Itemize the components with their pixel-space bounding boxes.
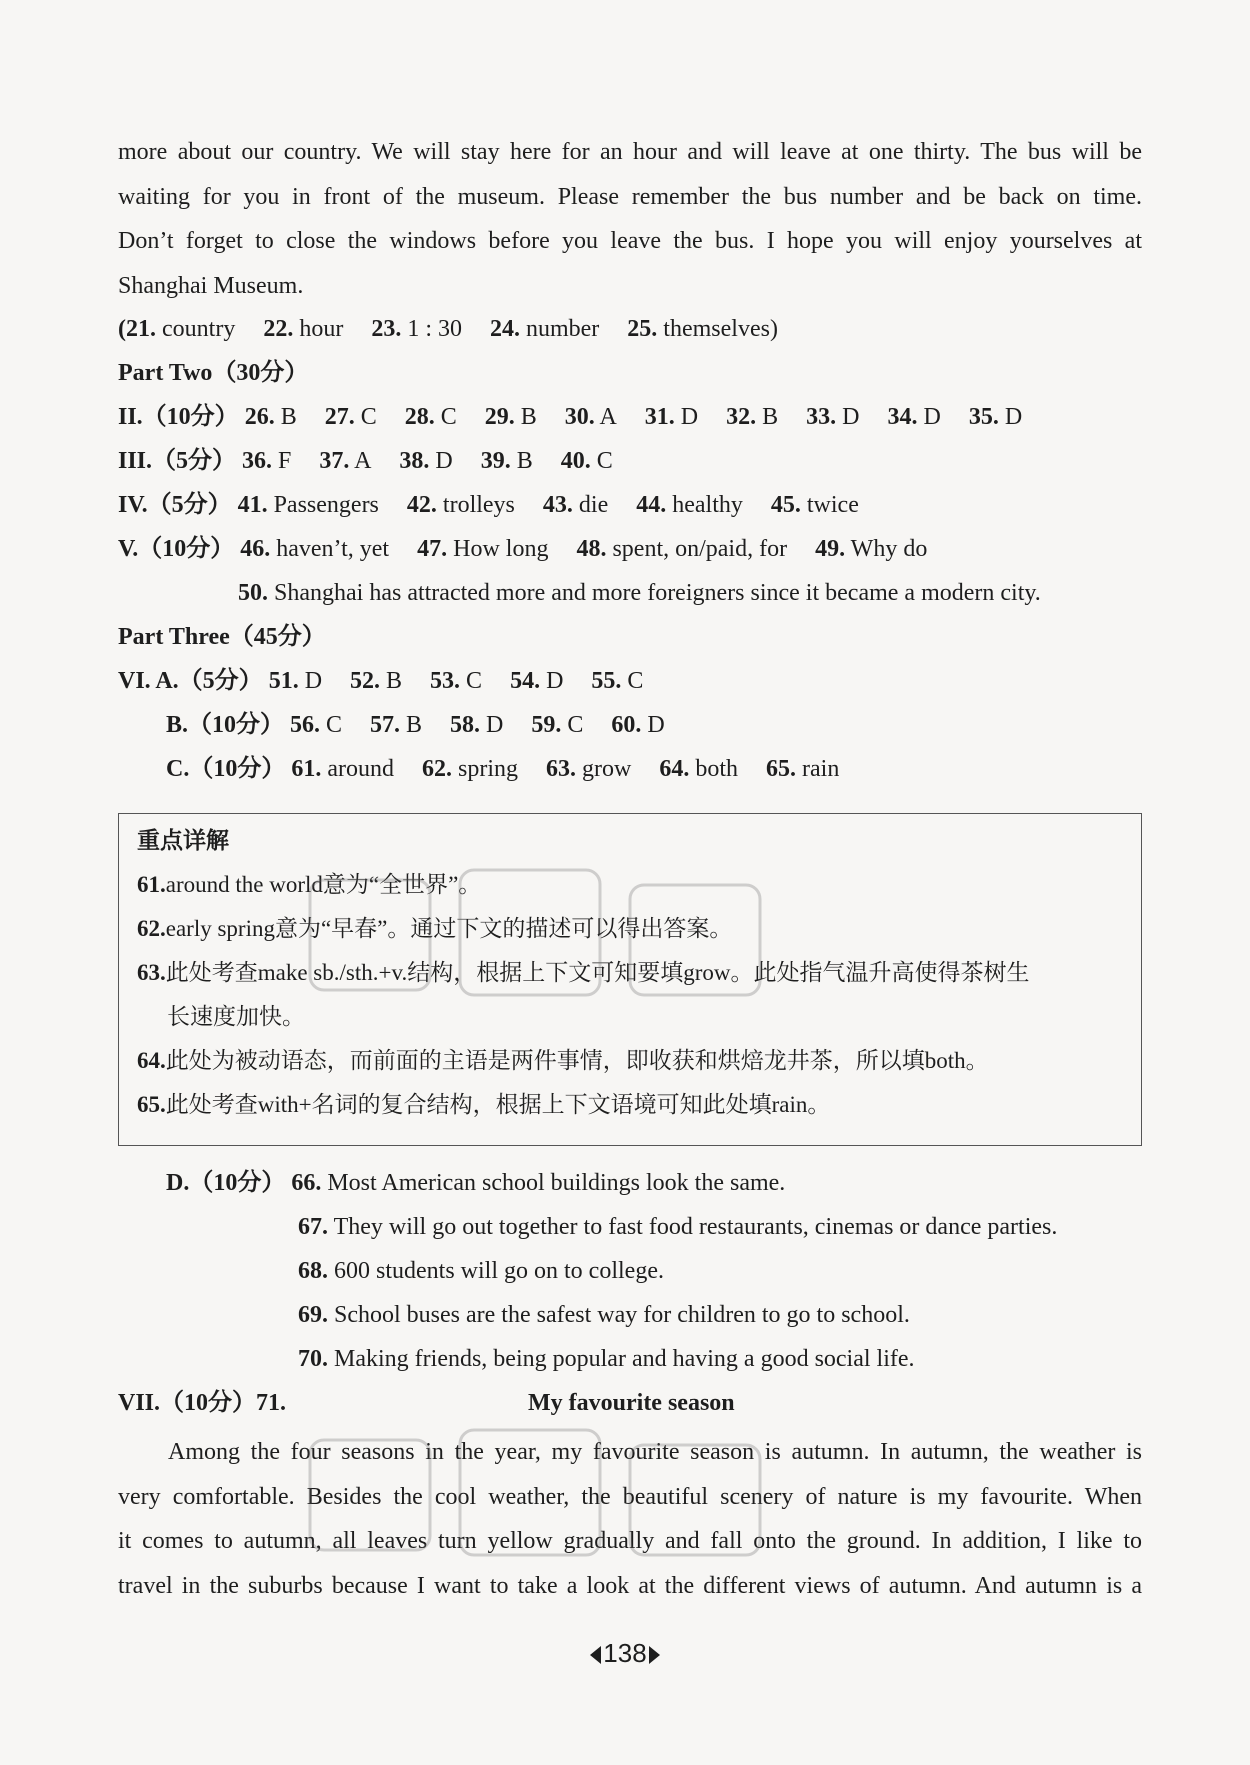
listening-script-paragraph	[118, 130, 1142, 308]
left-arrow-icon	[590, 1646, 601, 1664]
answer-67: 67. They will go out together to fast food restaurants, cinemas or dance parties.	[298, 1214, 1058, 1240]
explanation-64: 64.此处为被动语态，而前面的主语是两件事情，即收获和烘焙龙井茶，所以填both。	[137, 1048, 989, 1073]
answers-section-ii: II.（10分） 26. B 27. C 28. C 29. B 30. A 31. D 32. B 33. D 34. D 35. D	[118, 404, 1023, 430]
script-line: waiting for you in front of the museum. Please remember the bus number and be back on time.	[118, 183, 1142, 210]
answers-section-vii: VII.（10分）71.	[118, 1390, 287, 1416]
answers-section-vi-c: C.（10分） 61. around 62. spring 63. grow 64. both 65. rain	[166, 756, 840, 782]
explanation-title: 重点详解	[137, 828, 229, 853]
part-three-heading: Part Three（45分）	[118, 624, 326, 650]
script-line: more about our country. We will stay here for an hour and will leave at one thirty. The bus will be	[118, 139, 1142, 165]
explanation-62: 62.early spring意为“早春”。通过下文的描述可以得出答案。	[137, 916, 733, 941]
answers-section-iii: III.（5分） 36. F 37. A 38. D 39. B 40. C	[118, 448, 613, 474]
right-arrow-icon	[649, 1646, 660, 1664]
watermark-graphic	[300, 1425, 780, 1565]
answers-section-vi-d: D.（10分） 66. Most American school buildings look the same.	[166, 1170, 786, 1196]
answers-section-iv: IV.（5分） 41. Passengers 42. trolleys 43. die 44. healthy 45. twice	[118, 492, 859, 518]
answers-section-vi-b: B.（10分） 56. C 57. B 58. D 59. C 60. D	[166, 712, 665, 738]
part-two-heading: Part Two（30分）	[118, 360, 309, 386]
explanation-63: 63.此处考查make sb./sth.+v.结构，根据上下文可知要填grow。此处指气温升高使得茶树生	[137, 960, 1030, 985]
explanation-61: 61.around the world意为“全世界”。	[137, 872, 482, 897]
essay-line: it comes to autumn, all leaves turn yellow gradually and fall onto the ground. In addition, I like to	[118, 1528, 1142, 1555]
page-number: 138	[0, 1638, 1250, 1669]
answers-21-25: (21. country 22. hour 23. 1 : 30 24. number 25. themselves)	[118, 316, 778, 342]
answers-section-vi-a: VI. A.（5分） 51. D 52. B 53. C 54. D 55. C	[118, 668, 644, 694]
watermark-graphic	[300, 860, 780, 1010]
essay-line: Among the four seasons in the year, my favourite season is autumn. In autumn, the weather is	[168, 1439, 1142, 1465]
answer-68: 68. 600 students will go on to college.	[298, 1258, 664, 1284]
answer-50: 50. Shanghai has attracted more and more foreigners since it became a modern city.	[238, 580, 1041, 606]
answer-70: 70. Making friends, being popular and having a good social life.	[298, 1346, 915, 1372]
answers-section-v: V.（10分） 46. haven’t, yet 47. How long 48. spent, on/paid, for 49. Why do	[118, 536, 928, 562]
explanation-63-continued: 长速度加快。	[167, 1004, 305, 1029]
essay-title: My favourite season	[528, 1390, 735, 1416]
answer-69: 69. School buses are the safest way for children to go to school.	[298, 1302, 910, 1328]
script-line: Shanghai Museum.	[118, 272, 304, 299]
script-line: Don’t forget to close the windows before you leave the bus. I hope you will enjoy yourselves at	[118, 228, 1142, 255]
essay-line: very comfortable. Besides the cool weather, the beautiful scenery of nature is my favourite. When	[118, 1483, 1142, 1510]
explanation-65: 65.此处考查with+名词的复合结构，根据上下文语境可知此处填rain。	[137, 1092, 831, 1117]
essay-line: travel in the suburbs because I want to take a look at the different views of autumn. And autumn is a	[118, 1572, 1142, 1599]
